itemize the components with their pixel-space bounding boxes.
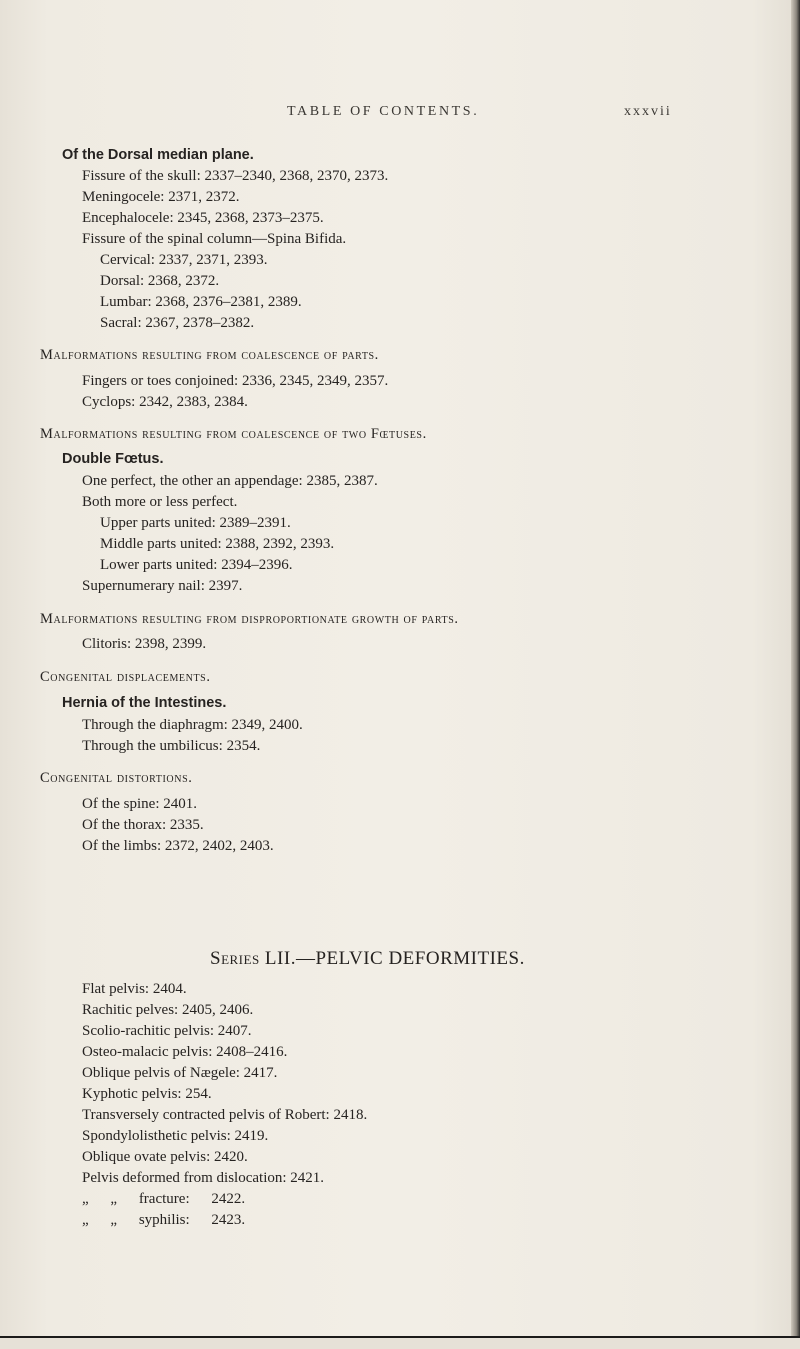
entry-skull-fissure: Fissure of the skull: 2337–2340, 2368, 2370, 2373. (82, 168, 389, 184)
page-edge-shadow (791, 0, 800, 1349)
entry-diaphragm: Through the diaphragm: 2349, 2400. (82, 717, 303, 733)
entry-scolio-rachitic: Scolio-rachitic pelvis: 2407. (82, 1023, 252, 1039)
entry-lumbar: Lumbar: 2368, 2376–2381, 2389. (100, 294, 302, 310)
running-header: TABLE OF CONTENTS. (287, 104, 480, 119)
entry-kyphotic: Kyphotic pelvis: 254. (82, 1086, 212, 1102)
subheading-hernia: Hernia of the Intestines. (62, 695, 227, 711)
section-heading-coalescence-parts: Malformations resulting from coalescence of parts. (40, 347, 379, 363)
entry-meningocele: Meningocele: 2371, 2372. (82, 189, 240, 205)
entry-oblique-ovate: Oblique ovate pelvis: 2420. (82, 1149, 248, 1165)
entry-cervical: Cervical: 2337, 2371, 2393. (100, 252, 268, 268)
entry-supernumerary-nail: Supernumerary nail: 2397. (82, 578, 243, 594)
bottom-margin (0, 1338, 800, 1349)
entry-lower-parts: Lower parts united: 2394–2396. (100, 557, 293, 573)
entry-fingers-conjoined: Fingers or toes conjoined: 2336, 2345, 2349, 2357. (82, 373, 389, 389)
entry-dorsal: Dorsal: 2368, 2372. (100, 273, 220, 289)
section-heading-distortions: Congenital distortions. (40, 770, 193, 786)
section-heading-dorsal: Of the Dorsal median plane. (62, 147, 254, 163)
entry-spina-bifida: Fissure of the spinal column—Spina Bifida. (82, 231, 347, 247)
entry-transversely-contracted: Transversely contracted pelvis of Robert: 2418. (82, 1107, 368, 1123)
section-heading-coalescence-foetuses: Malformations resulting from coalescence of two Fœtuses. (40, 426, 427, 442)
entry-both-perfect: Both more or less perfect. (82, 494, 238, 510)
entry-flat-pelvis: Flat pelvis: 2404. (82, 981, 187, 997)
section-heading-displacements: Congenital displacements. (40, 669, 211, 685)
entry-fracture: „ „ fracture: 2422. (82, 1191, 246, 1207)
entry-one-perfect: One perfect, the other an appendage: 2385, 2387. (82, 473, 378, 489)
entry-spondylolisthetic: Spondylolisthetic pelvis: 2419. (82, 1128, 269, 1144)
entry-cyclops: Cyclops: 2342, 2383, 2384. (82, 394, 248, 410)
entry-sacral: Sacral: 2367, 2378–2382. (100, 315, 255, 331)
entry-spine: Of the spine: 2401. (82, 796, 197, 812)
entry-umbilicus: Through the umbilicus: 2354. (82, 738, 261, 754)
series-heading (210, 948, 525, 970)
series-title: —PELVIC DEFORMITIES. (295, 948, 525, 969)
entry-upper-parts: Upper parts united: 2389–2391. (100, 515, 291, 531)
series-prefix: Series LII. (210, 948, 296, 969)
entry-limbs: Of the limbs: 2372, 2402, 2403. (82, 838, 274, 854)
entry-encephalocele: Encephalocele: 2345, 2368, 2373–2375. (82, 210, 324, 226)
entry-rachitic: Rachitic pelves: 2405, 2406. (82, 1002, 254, 1018)
entry-middle-parts: Middle parts united: 2388, 2392, 2393. (100, 536, 335, 552)
entry-thorax: Of the thorax: 2335. (82, 817, 204, 833)
page-number: xxxvii (624, 104, 672, 119)
entry-clitoris: Clitoris: 2398, 2399. (82, 636, 207, 652)
entry-oblique-naegele: Oblique pelvis of Nægele: 2417. (82, 1065, 278, 1081)
entry-dislocation: Pelvis deformed from dislocation: 2421. (82, 1170, 325, 1186)
subheading-double-foetus: Double Fœtus. (62, 451, 164, 467)
entry-osteo-malacic: Osteo-malacic pelvis: 2408–2416. (82, 1044, 288, 1060)
section-heading-disproportionate: Malformations resulting from disproportionate growth of parts. (40, 611, 459, 627)
entry-syphilis: „ „ syphilis: 2423. (82, 1212, 246, 1228)
